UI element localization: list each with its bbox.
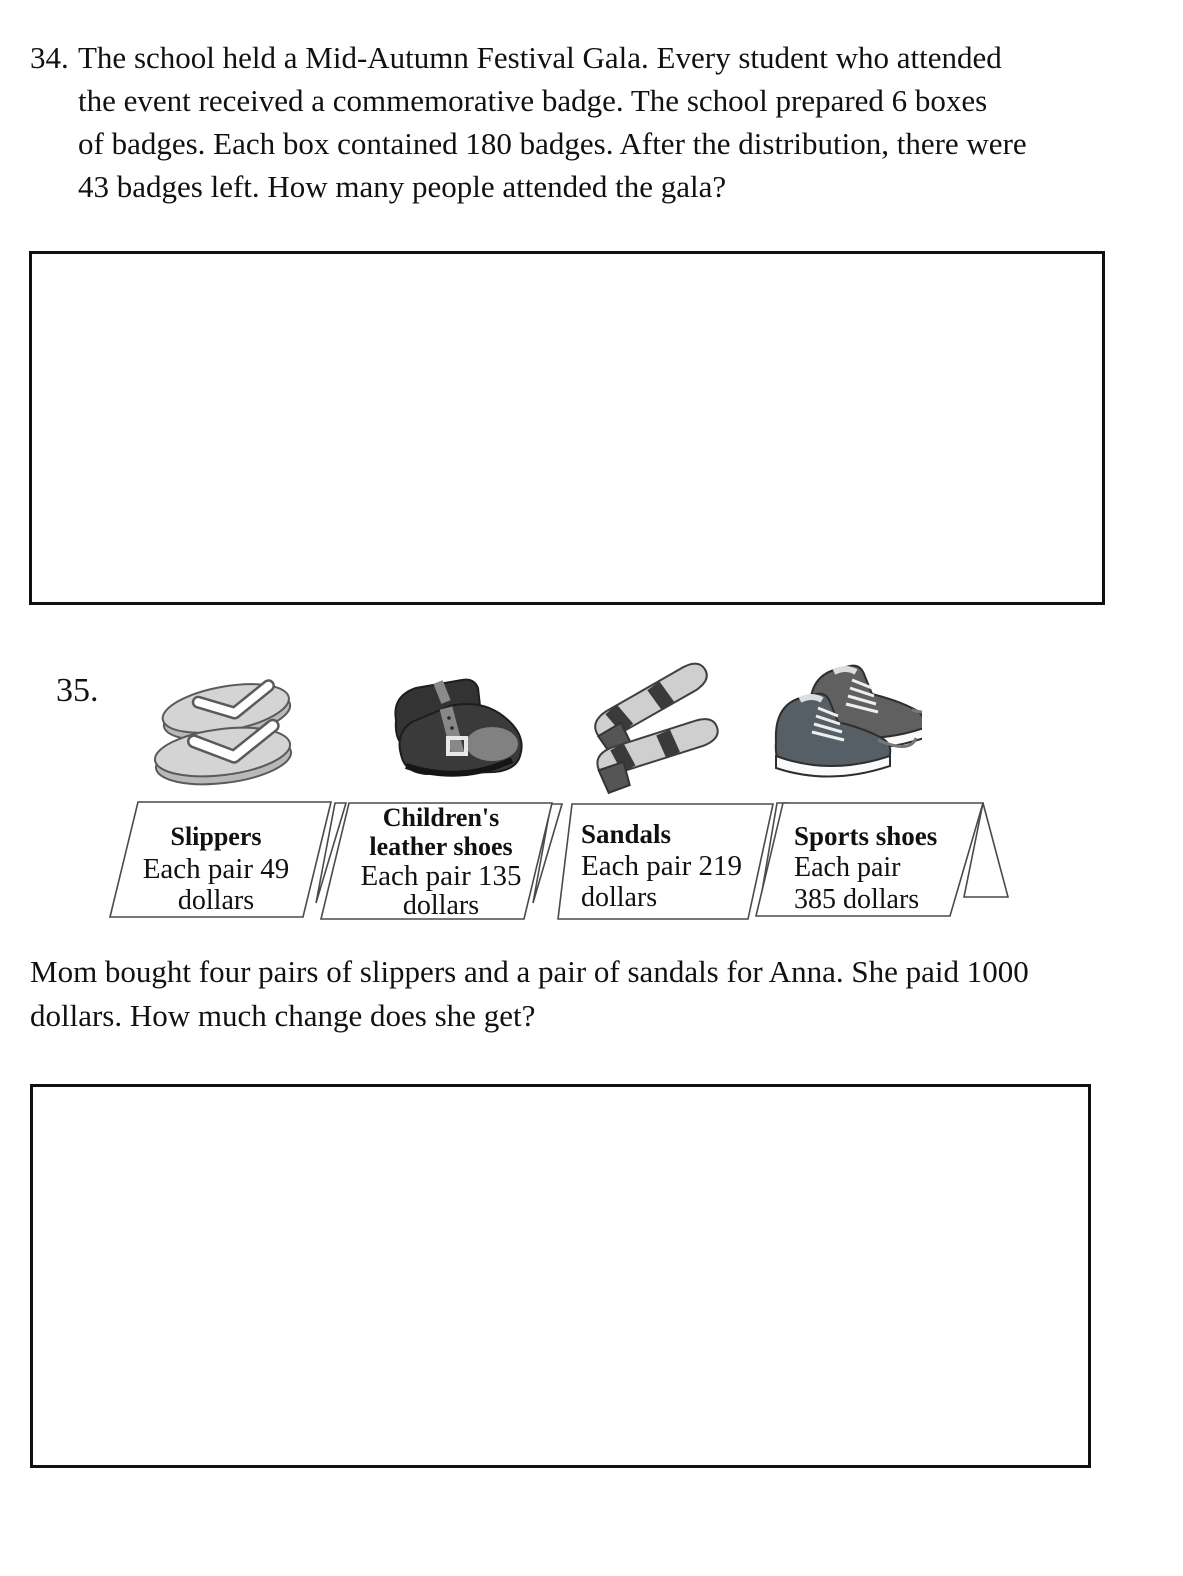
tag-title: Slippers <box>170 822 262 851</box>
question-35-number: 35. <box>56 672 99 709</box>
question-34-number: 34. <box>30 40 69 75</box>
price-tag-children-shoes <box>338 803 544 920</box>
tag-title: leather shoes <box>369 832 513 861</box>
tag-price: Each pair <box>794 852 901 883</box>
answer-box-question-35[interactable] <box>30 1084 1091 1468</box>
tag-price: Each pair 49 <box>142 853 290 885</box>
price-tag-slippers <box>118 820 314 916</box>
sandals-image <box>576 650 734 795</box>
tag-price-unit: dollars <box>402 890 480 921</box>
tag-price: Each pair 135 <box>360 860 522 892</box>
children-leather-shoes-image <box>376 662 531 796</box>
question-34 <box>30 36 1027 208</box>
question-34-line: The school held a Mid-Autumn Festival Gala. Every student who attended <box>78 40 1002 75</box>
tag-price: Each pair 219 <box>581 850 743 882</box>
tag-title: Sports shoes <box>794 821 938 851</box>
question-35-text <box>30 950 1029 1038</box>
tag-title: Sandals <box>581 819 672 849</box>
question-35-line: dollars. How much change does she get? <box>30 998 536 1033</box>
tag-price-unit: dollars <box>581 882 658 913</box>
question-34-line: 43 badges left. How many people attended the gala? <box>78 169 727 204</box>
tag-title: Children's <box>382 803 500 832</box>
question-35-line: Mom bought four pairs of slippers and a pair of sandals for Anna. She paid 1000 <box>30 954 1029 989</box>
answer-box-question-34[interactable] <box>29 251 1105 605</box>
price-tag-sports-shoes <box>794 820 979 915</box>
price-tag-sandals <box>581 818 771 913</box>
question-34-line: of badges. Each box contained 180 badges. After the distribution, there were <box>78 126 1027 161</box>
question-34-line: the event received a commemorative badge. The school prepared 6 boxes <box>78 83 988 118</box>
sports-shoes-image <box>760 652 922 790</box>
tag-price-unit: dollars <box>177 885 255 916</box>
question-34-text <box>78 36 1027 208</box>
tag-price-unit: 385 dollars <box>794 884 920 915</box>
slippers-image <box>138 668 308 792</box>
